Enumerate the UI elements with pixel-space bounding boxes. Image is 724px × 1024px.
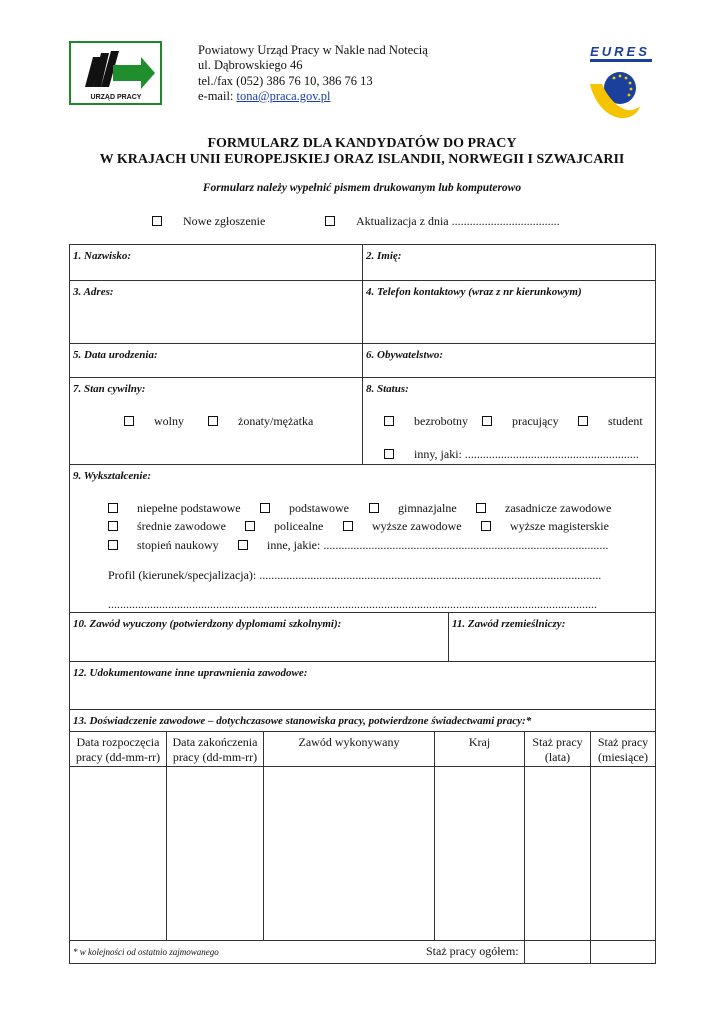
col-header-country: Kraj [468,735,491,749]
edu-option[interactable] [369,501,457,516]
phone-label: 4. Telefon kontaktowy (wraz z nr kierunkowym) [366,286,582,298]
surname-label: 1. Nazwisko: [73,250,132,262]
option-label: bezrobotny [414,414,468,428]
employment-status-label: 8. Status: [366,383,409,395]
form-title-line2: W KRAJACH UNII EUROPEJSKIEJ ORAZ ISLANDII, NORWEGII I SZWAJCARII [99,152,625,167]
option-label: żonaty/mężatka [238,414,314,428]
option-label: policealne [274,519,324,533]
option-label: pracujący [512,414,559,428]
checkbox-icon[interactable] [481,521,491,531]
edu-option[interactable] [476,501,611,516]
edu-option-other[interactable] [238,538,608,553]
total-experience-label: Staż pracy ogółem: [426,944,519,958]
edu-option[interactable] [108,538,219,553]
col-header-months: Staż pracy (miesiące) [597,735,649,764]
checkbox-icon[interactable] [578,416,588,426]
experience-label: 13. Doświadczenie zawodowe – dotychczasowe stanowiska pracy, potwierdzone świadectwami pracy:* [73,715,532,727]
option-label: podstawowe [289,501,349,515]
checkbox-icon[interactable] [124,416,134,426]
col-header-years: Staż pracy (lata) [532,735,583,764]
marital-status-label: 7. Stan cywilny: [73,383,146,395]
marital-option-married[interactable] [208,414,313,429]
status-option-student[interactable] [578,414,643,429]
checkbox-icon[interactable] [108,540,118,550]
profile-field[interactable]: Profil (kierunek/specjalizacja): .................................................................................................................. [108,568,602,582]
option-label: wolny [154,414,184,428]
col-header-start-date: Data rozpoczęcia pracy (dd-mm-rr) [75,735,161,764]
first-name-label: 2. Imię: [366,250,402,262]
address-line: ul. Dąbrowskiego 46 [198,58,303,73]
email-label: e-mail: [198,88,237,103]
edu-option[interactable] [343,519,462,534]
edu-option[interactable] [108,519,226,534]
option-label: stopień naukowy [137,538,219,552]
option-label: inny, jaki: .......................................................... [414,447,639,461]
option-label: wyższe zawodowe [372,519,462,533]
option-label: średnie zawodowe [137,519,226,533]
checkbox-icon[interactable] [325,216,335,226]
status-option-other[interactable] [384,447,639,462]
email-link[interactable]: tona@praca.gov.pl [236,88,331,103]
edu-option[interactable] [481,519,609,534]
education-label: 9. Wykształcenie: [73,470,152,482]
citizenship-label: 6. Obywatelstwo: [366,349,443,361]
checkbox-icon[interactable] [384,416,394,426]
logo-graphic [71,43,160,103]
other-qualifications-label: 12. Udokumentowane inne uprawnienia zawodowe: [73,667,308,679]
urzad-pracy-logo [69,41,162,105]
profile-field-continuation[interactable]: ................................................................................................................................................................... [108,597,597,611]
option-label: student [608,414,643,428]
footnote: * w kolejności od ostatnio zajmowanego [73,947,219,957]
option-label: zasadnicze zawodowe [505,501,612,515]
checkbox-icon[interactable] [238,540,248,550]
option-label: Aktualizacja z dnia .................................... [356,214,560,228]
checkbox-icon[interactable] [108,521,118,531]
craft-label: 11. Zawód rzemieślniczy: [452,618,566,630]
eures-wordmark: EURES [590,44,650,59]
status-option-employed[interactable] [482,414,559,429]
option-label: inne, jakie: ............................................................................................... [267,538,609,552]
option-label: wyższe magisterskie [510,519,609,533]
svg-text:URZĄD PRACY: URZĄD PRACY [90,94,142,101]
option-label: niepełne podstawowe [137,501,241,515]
marital-option-single[interactable] [124,414,184,429]
col-header-end-date: Data zakończenia pracy (dd-mm-rr) [172,735,258,764]
checkbox-icon[interactable] [245,521,255,531]
option-label: Nowe zgłoszenie [183,214,266,228]
new-submission-option[interactable] [152,214,265,229]
form-title-line1: FORMULARZ DLA KANDYDATÓW DO PRACY [207,136,517,151]
option-label: gimnazjalne [398,501,457,515]
address-label: 3. Adres: [73,286,114,298]
checkbox-icon[interactable] [108,503,118,513]
edu-option[interactable] [260,501,349,516]
checkbox-icon[interactable] [482,416,492,426]
checkbox-icon[interactable] [343,521,353,531]
checkbox-icon[interactable] [369,503,379,513]
address-line: tel./fax (052) 386 76 10, 386 76 13 [198,73,373,88]
birth-date-label: 5. Data urodzenia: [73,349,158,361]
col-header-occupation: Zawód wykonywany [298,735,400,749]
profession-label: 10. Zawód wyuczony (potwierdzony dyplomami szkolnymi): [73,618,342,630]
edu-option[interactable] [108,501,241,516]
checkbox-icon[interactable] [152,216,162,226]
checkbox-icon[interactable] [384,449,394,459]
edu-option[interactable] [245,519,323,534]
address-line: Powiatowy Urząd Pracy w Nakle nad Notecią [198,43,428,57]
checkbox-icon[interactable] [476,503,486,513]
checkbox-icon[interactable] [208,416,218,426]
office-address [198,43,428,104]
update-submission-option[interactable] [325,214,560,229]
email-line [198,89,428,104]
form-instructions: Formularz należy wypełnić pismem drukowanym lub komputerowo [202,182,522,194]
eures-logo [584,44,656,124]
checkbox-icon[interactable] [260,503,270,513]
status-option-unemployed[interactable] [384,414,468,429]
